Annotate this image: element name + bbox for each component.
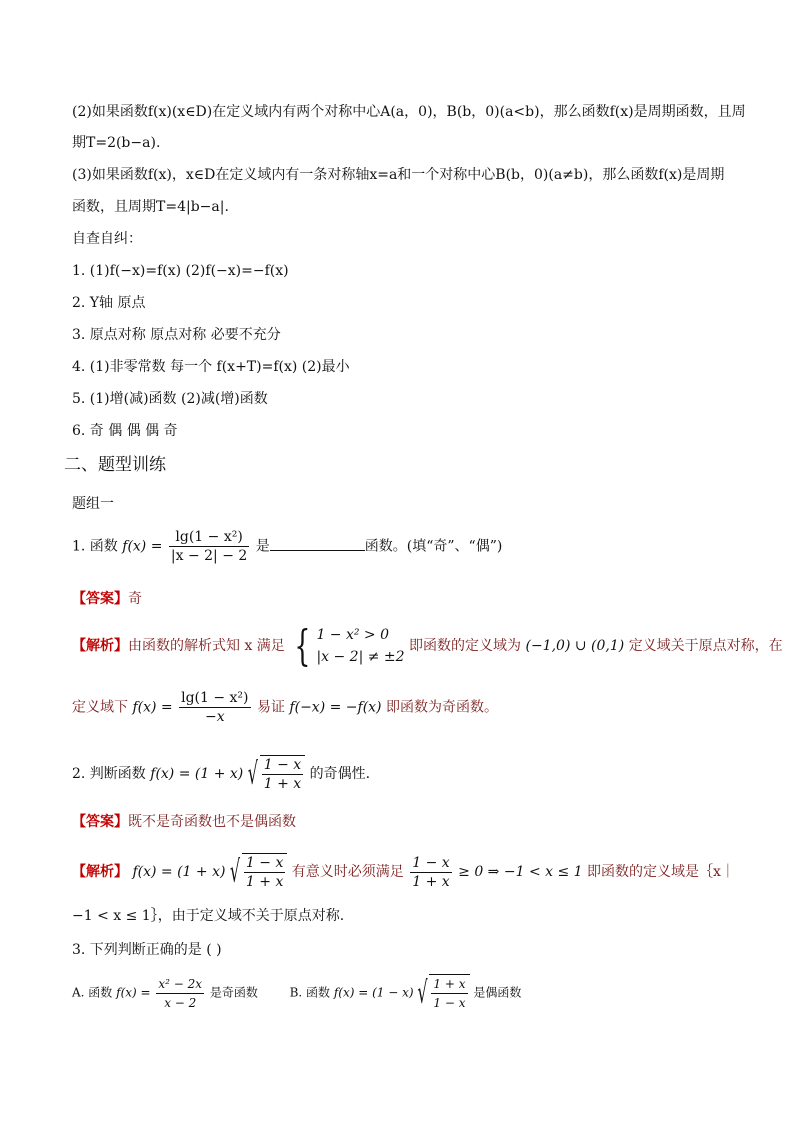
property-3-line-1: (3)如果函数f(x)，x∈D在定义域内有一条对称轴x=a和一个对称中心B(b，0)(a≠b)，那么函数f(x)是周期 (72, 167, 725, 183)
option-b-label: B. 函数 (289, 985, 331, 1000)
q1-fx-2: f(x) = (132, 699, 173, 716)
q2-numerator-2: √ 1 − x (245, 855, 284, 871)
question-2-fx: f(x) = (1 + x) (150, 766, 244, 782)
system-brace: { (294, 621, 311, 670)
option-b-fraction (431, 975, 467, 1012)
q2-numerator-3: 1 − x (412, 854, 450, 871)
question-2-sqrt (248, 755, 305, 793)
question-3-options (72, 974, 521, 1012)
self-check-2: 2. Y轴 原点 (72, 295, 146, 311)
option-a-label: A. 函数 (72, 985, 113, 1000)
q1-answer-text: 奇 (128, 591, 142, 607)
question-2 (72, 755, 370, 793)
option-a-fx: f(x) = (116, 985, 151, 1000)
q2-sqrt-2 (230, 853, 287, 891)
q1-analysis-text-1: 由函数的解析式知 x 满足 (128, 638, 285, 654)
q2-analysis-line-2: −1 < x ≤ 1｝，由于定义域不关于原点对称. (72, 908, 345, 924)
q2-answer-text: 既不是奇函数也不是偶函数 (128, 814, 296, 830)
question-2-denominator: 1 + x (263, 776, 302, 792)
q1-analysis-text-4: 定义域下 (72, 699, 128, 716)
q1-analysis-line-1 (72, 621, 783, 670)
answer-tag: 【答案】 (72, 591, 128, 607)
q2-analysis-text-1: 有意义时必须满足 (291, 864, 404, 880)
question-1-denominator: |x − 2| − 2 (170, 548, 248, 564)
inequality-1: 1 − x² > 0 (316, 627, 390, 643)
question-3-stem: 3. 下列判断正确的是 ( ) (72, 942, 222, 958)
q2-analysis-text-2: 即函数的定义域是｛x｜ (587, 864, 735, 880)
question-2-numerator: √ 1 − x (263, 757, 302, 773)
option-a-denominator: x − 2 (164, 995, 197, 1010)
q1-numerator-2: lg(1 − x²) (181, 690, 249, 706)
option-b-sqrt (417, 974, 469, 1012)
question-1-suffix: 函数。(填“奇”、“偶”) (364, 538, 503, 555)
q1-analysis-text-6: 即函数为奇函数。 (385, 699, 498, 716)
q1-domain: (−1,0) ∪ (0,1) (525, 638, 625, 654)
q1-denominator-2: −x (204, 709, 225, 725)
option-b-suffix: 是偶函数 (473, 985, 522, 1000)
question-1 (72, 528, 502, 565)
question-2-prefix: 2. 判断函数 (72, 766, 146, 782)
option-b-fx: f(x) = (1 − x) (333, 985, 414, 1000)
group-title: 题组一 (72, 496, 114, 512)
inequality-system (316, 624, 404, 668)
q2-denominator-3: 1 + x (412, 873, 450, 890)
option-a-suffix: 是奇函数 (209, 985, 258, 1000)
q2-fx-2: f(x) = (1 + x) (132, 864, 226, 880)
q2-denominator-2: 1 + x (245, 874, 284, 890)
q2-condition: ≥ 0 ⇒ −1 < x ≤ 1 (458, 864, 583, 880)
self-check-1: 1. (1)f(−x)=f(x) (2)f(−x)=−f(x) (72, 263, 289, 279)
answer-tag: 【答案】 (72, 814, 128, 830)
inequality-2: |x − 2| ≠ ±2 (316, 649, 405, 665)
self-check-3: 3. 原点对称 原点对称 必要不充分 (72, 327, 281, 343)
question-2-fraction (262, 756, 303, 793)
property-3-line-2: 函数，且周期T=4|b−a|. (72, 199, 229, 215)
self-check-4: 4. (1)非零常数 每一个 f(x+T)=f(x) (2)最小 (72, 359, 350, 375)
analysis-tag: 【解析】 (72, 638, 128, 654)
question-1-fraction (169, 528, 249, 565)
option-a-fraction (156, 975, 204, 1012)
question-1-fx: f(x) = (122, 538, 163, 555)
question-2-suffix: 的奇偶性. (309, 766, 371, 782)
q1-proof: f(−x) = −f(x) (289, 699, 382, 716)
q1-analysis-text-5: 易证 (256, 699, 285, 716)
analysis-tag: 【解析】 (72, 864, 128, 880)
q1-fraction-2 (179, 689, 250, 726)
q1-answer (72, 589, 142, 609)
section-heading: 二、题型训练 (64, 455, 166, 475)
q2-fraction-2 (244, 854, 285, 891)
question-1-after-fraction: 是 (255, 538, 270, 555)
self-check-title: 自查自纠： (72, 231, 142, 247)
property-2-line-2: 期T=2(b−a). (72, 135, 161, 151)
question-1-prefix: 1. 函数 (72, 538, 118, 555)
question-1-numerator: lg(1 − x²) (169, 528, 249, 547)
option-a-numerator: x² − 2x (156, 975, 204, 994)
q1-analysis-line-2 (72, 689, 498, 726)
property-2-line-1: (2)如果函数f(x)(x∈D)在定义域内有两个对称中心A(a，0)，B(b，0)(a<b)，那么函数f(x)是周期函数，且周 (72, 104, 746, 120)
q2-answer (72, 812, 296, 832)
self-check-5: 5. (1)增(减)函数 (2)减(增)函数 (72, 391, 268, 407)
q2-fraction-3 (410, 854, 451, 891)
option-b-denominator: 1 − x (433, 996, 466, 1010)
q2-analysis-line-1 (72, 853, 735, 891)
q1-analysis-text-2: 即函数的定义域为 (409, 638, 522, 654)
answer-blank (270, 536, 365, 551)
q1-analysis-text-3: 定义域关于原点对称，在 (628, 638, 783, 654)
option-b-numerator: √ 1 + x (431, 975, 467, 994)
self-check-6: 6. 奇 偶 偶 偶 奇 (72, 423, 178, 439)
